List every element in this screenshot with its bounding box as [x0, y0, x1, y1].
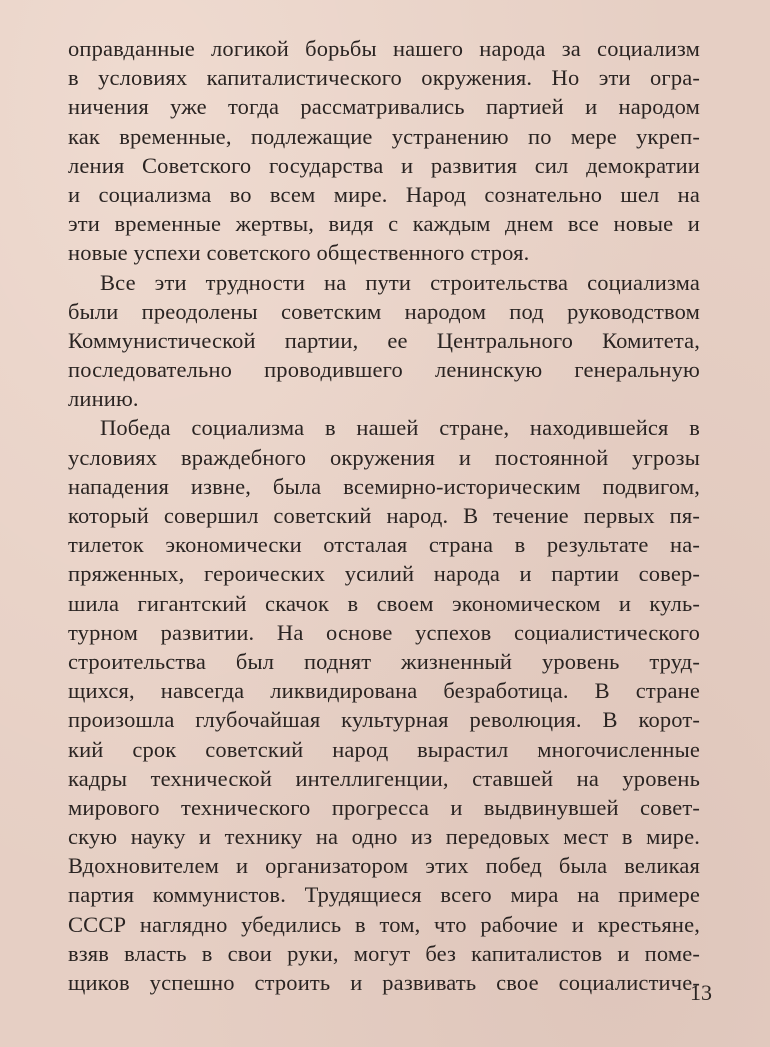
text-line: щихся, навсегда ликвидирована безработица. В стране: [68, 678, 700, 704]
text-line: тилеток экономически отсталая страна в результате на-: [68, 532, 700, 558]
text-line: партия коммунистов. Трудящиеся всего мира на примере: [68, 882, 700, 908]
body-text: [68, 34, 700, 997]
text-line: пряженных, героических усилий народа и партии совер-: [68, 561, 700, 587]
text-line: в условиях капиталистического окружения. Но эти огра-: [68, 65, 700, 91]
text-line: линию.: [68, 386, 139, 412]
text-line: шила гигантский скачок в своем экономическом и куль-: [68, 590, 700, 616]
text-line: нападения извне, была всемирно-историческим подвигом,: [68, 473, 700, 499]
text-line: Вдохновителем и организатором этих побед была великая: [68, 853, 700, 879]
text-line: и социализма во всем мире. Народ сознательно шел на: [68, 181, 700, 207]
text-line: кий срок советский народ вырастил многочисленные: [68, 736, 700, 762]
text-line: скую науку и технику на одно из передовых мест в мире.: [68, 824, 700, 850]
text-line: условиях враждебного окружения и постоянной угрозы: [68, 444, 700, 470]
text-line: который совершил советский народ. В течение первых пя-: [68, 503, 700, 528]
text-line: как временные, подлежащие устранению по мере укреп-: [68, 123, 700, 149]
text-line: Победа социализма в нашей стране, находившейся в: [100, 415, 700, 441]
text-line: ления Советского государства и развития сил демократии: [68, 152, 700, 178]
text-line: Коммунистической партии, ее Центрального Комитета,: [68, 327, 700, 353]
text-line: Все эти трудности на пути строительства социализма: [100, 269, 700, 295]
text-line: ничения уже тогда рассматривались партией и народом: [68, 94, 700, 120]
text-line: новые успехи советского общественного строя.: [68, 240, 530, 266]
text-line: СССР наглядно убедились в том, что рабочие и крестьяне,: [68, 911, 700, 937]
text-line: мирового технического прогресса и выдвинувшей совет-: [68, 794, 700, 820]
text-line: щиков успешно строить и развивать свое социалистиче-: [68, 970, 700, 995]
text-line: строительства был поднят жизненный уровень труд-: [68, 648, 700, 674]
text-line: кадры технической интеллигенции, ставшей на уровень: [68, 765, 700, 791]
text-line: оправданные логикой борьбы нашего народа за социализм: [68, 36, 700, 61]
page-number: 13: [690, 980, 712, 1005]
text-line: последовательно проводившего ленинскую генеральную: [68, 357, 700, 383]
text-line: турном развитии. На основе успехов социалистического: [68, 619, 700, 645]
text-line: произошла глубочайшая культурная революция. В корот-: [68, 707, 700, 733]
text-line: были преодолены советским народом под руководством: [68, 298, 700, 324]
text-line: эти временные жертвы, видя с каждым днем все новые и: [68, 211, 700, 237]
text-line: взяв власть в свои руки, могут без капиталистов и поме-: [68, 940, 700, 966]
